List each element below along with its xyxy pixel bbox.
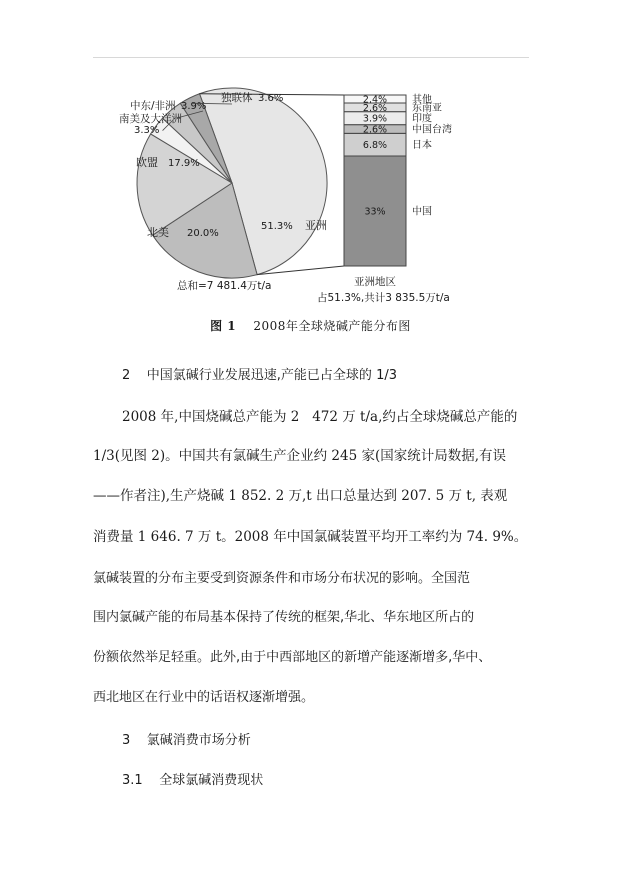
bar-segment-name-2: 日本 [412,140,432,152]
pie-label-asia-value: 51.3% [261,221,293,232]
figure-caption-label: 图 1 [210,319,237,333]
paragraph-2-line-4: 西北地区在行业中的话语权逐渐增强。 [93,690,315,705]
pie-label-mideast-name: 中东/非洲 [130,100,176,112]
capacity-figure [0,0,621,340]
pie-label-south-america-name: 南美及大洋洲 [119,113,182,125]
bar-segment-name-4: 印度 [412,113,432,125]
pie-label-eu-value: 17.9% [168,158,200,169]
pie-label-asia-name: 亚洲 [305,219,327,232]
bar-segment-value-6: 2.4% [362,94,388,106]
section-2-heading: 2 中国氯碱行业发展迅速,产能已占全球的 1/3 [122,368,397,383]
pie-total-label: 总和=7 481.4万t/a [177,280,272,292]
bar-segment-value-4: 3.9% [362,113,388,125]
bar-segment-value-3: 2.6% [362,124,388,136]
pie-label-cis-value: 3.6% [258,93,284,104]
bar-segment-name-3: 中国台湾 [412,124,452,136]
paragraph-2-line-1: 氯碱装置的分布主要受到资源条件和市场分布状况的影响。全国范 [93,571,471,586]
bar-segment-value-2: 6.8% [362,140,388,152]
paragraph-1-line-4: 消费量 1 646. 7 万 t。2008 年中国氯碱装置平均开工率约为 74. 9%。 [93,529,528,545]
asia-capacity-stacked-bar [344,93,452,267]
bar-title: 亚洲地区 [354,276,396,288]
paragraph-1-line-3: ——作者注),生产烧碱 1 852. 2 万,t 出口总量达到 207. 5 万 t, 表观 [93,488,508,504]
section-3-1-heading: 3.1 全球氯碱消费现状 [122,773,264,788]
pie-label-south-america-value: 3.3% [134,125,160,136]
bar-segment-name-5: 东南亚 [412,102,442,114]
pie-label-cis-name: 独联体 [221,92,253,104]
pie-label-mideast-value: 3.9% [181,101,207,112]
pie-label-north-america-name: 北美 [147,226,169,239]
paragraph-2-line-3: 份额依然举足轻重。此外,由于中西部地区的新增产能逐渐增多,华中、 [93,650,492,665]
bar-segment-name-1: 中国 [412,206,432,218]
bar-segment-value-1: 33% [364,206,386,218]
paragraph-2-line-2: 围内氯碱产能的布局基本保持了传统的框架,华北、华东地区所占的 [93,610,475,625]
pie-label-eu-name: 欧盟 [136,156,158,169]
bar-segment-name-6: 其他 [412,94,432,106]
bar-subtitle: 占51.3%,共计3 835.5万t/a [317,292,450,304]
figure-caption-title: 2008年全球烧碱产能分布图 [253,319,411,333]
paragraph-1-line-1: 2008 年,中国烧碱总产能为 2 472 万 t/a,约占全球烧碱总产能的 [122,409,518,425]
paragraph-1-line-2: 1/3(见图 2)。中国共有氯碱生产企业约 245 家(国家统计局数据,有误 [93,448,507,464]
bar-segment-value-5: 2.6% [362,102,388,114]
figure-caption [0,317,621,334]
pie-label-north-america-value: 20.0% [187,228,219,239]
section-3-heading: 3 氯碱消费市场分析 [122,733,251,748]
